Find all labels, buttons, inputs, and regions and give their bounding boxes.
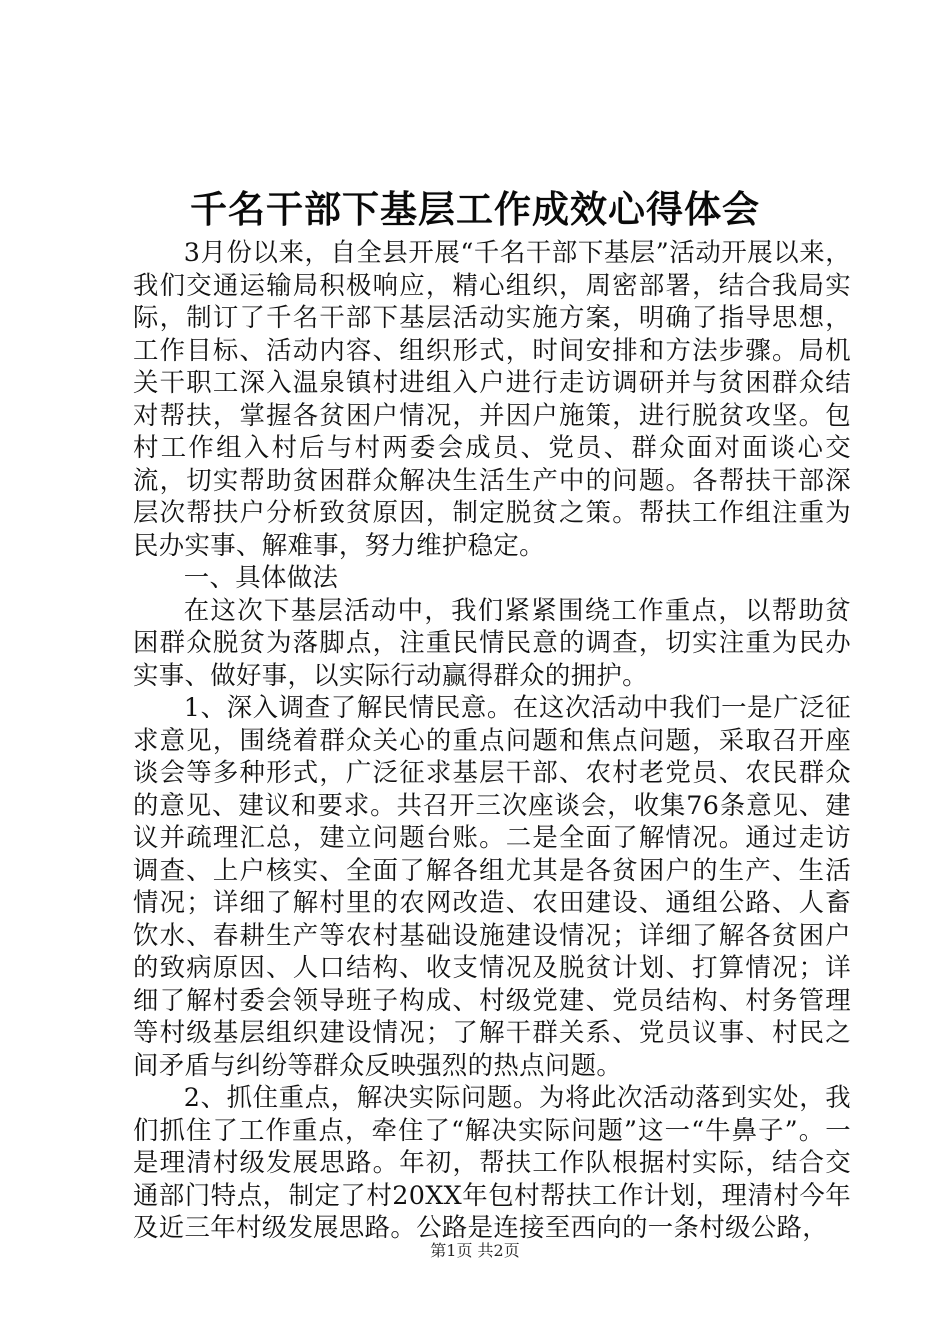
paragraph-point-2: 2、抓住重点，解决实际问题。为将此次活动落到实处，我们抓住了工作重点，牵住了“解决实际问题”这一“牛鼻子”。一是理清村级发展思路。年初，帮扶工作队根据村实际，结合交通部门特点，制定了村20XX年包村帮扶工作计划，理清村今年及近三年村级发展思路。公路是连接至西向的一条村级公路， (133, 1082, 851, 1242)
paragraph-intro: 3月份以来，自全县开展“千名干部下基层”活动开展以来，我们交通运输局积极响应，精心组织，周密部署，结合我局实际，制订了千名干部下基层活动实施方案，明确了指导思想，工作目标、活动内容、组织形式，时间安排和方法步骤。局机关干职工深入温泉镇村进组入户进行走访调研并与贫困群众结对帮扶，掌握各贫困户情况，并因户施策，进行脱贫攻坚。包村工作组入村后与村两委会成员、党员、群众面对面谈心交流，切实帮助贫困群众解决生活生产中的问题。各帮扶干部深层次帮扶户分析致贫原因，制定脱贫之策。帮扶工作组注重为民办实事、解难事，努力维护稳定。 (133, 237, 851, 560)
section-heading-methods: 一、具体做法 (183, 562, 339, 592)
paragraph-methods-summary: 在这次下基层活动中，我们紧紧围绕工作重点，以帮助贫困群众脱贫为落脚点，注重民情民意的调查，切实注重为民办实事、做好事，以实际行动赢得群众的拥护。 (133, 594, 851, 690)
document-title: 千名干部下基层工作成效心得体会 (190, 187, 760, 231)
document-body (133, 236, 851, 1244)
page-footer: 第1页 共2页 (430, 1241, 520, 1260)
paragraph-point-1: 1、深入调查了解民情民意。在这次活动中我们一是广泛征求意见，围绕着群众关心的重点问题和焦点问题，采取召开座谈会等多种形式，广泛征求基层干部、农村老党员、农民群众的意见、建议和要求。共召开三次座谈会，收集76条意见、建议并疏理汇总，建立问题台账。二是全面了解情况。通过走访调查、上户核实、全面了解各组尤其是各贫困户的生产、生活情况；详细了解村里的农网改造、农田建设、通组公路、人畜饮水、春耕生产等农村基础设施建设情况；详细了解各贫困户的致病原因、人口结构、收支情况及脱贫计划、打算情况；详细了解村委会领导班子构成、村级党建、党员结构、村务管理等村级基层组织建设情况；了解干群关系、党员议事、村民之间矛盾与纠纷等群众反映强烈的热点问题。 (133, 692, 851, 1080)
